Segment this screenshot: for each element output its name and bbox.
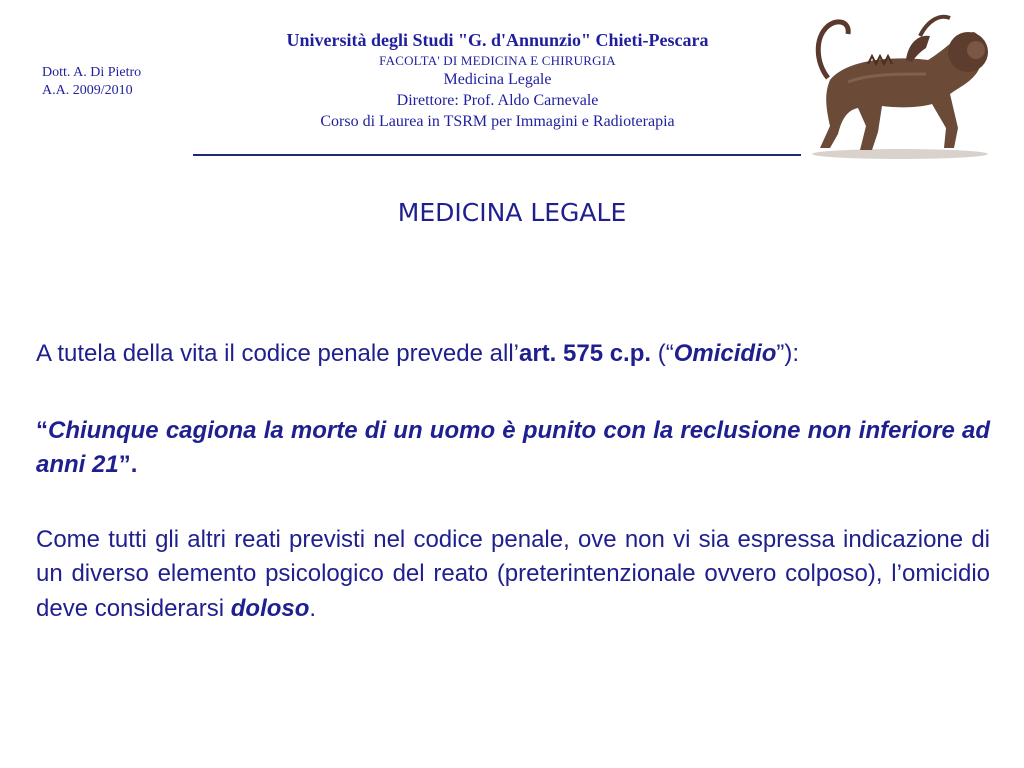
intro-close: ”): [776, 340, 800, 367]
quote-close: ”. [118, 451, 138, 478]
author-name: Dott. A. Di Pietro [42, 65, 142, 80]
intro-paragraph [36, 337, 990, 372]
chimera-bronze-statue-icon [808, 8, 990, 160]
intent-term: doloso [230, 594, 310, 622]
slide-body [36, 337, 990, 626]
law-quote [36, 414, 990, 483]
article-reference: art. 575 c.p. [518, 340, 652, 367]
intro-open-quote: (“ [651, 340, 674, 367]
explanation-end: . [309, 594, 317, 622]
crime-name: Omicidio [673, 340, 777, 367]
institution-header [195, 28, 800, 132]
paragraph-gap [36, 372, 990, 414]
course-name: Corso di Laurea in TSRM per Immagini e Radioterapia [320, 113, 675, 130]
director-name: Direttore: Prof. Aldo Carnevale [396, 92, 599, 109]
explanation-text: Come tutti gli altri reati previsti nel codice penale, ove non vi sia espressa indicazione di un diverso elemento psicologico del reato (preterintenzionale ovvero colposo), l’omicidio deve considerarsi [36, 525, 990, 622]
academic-year: A.A. 2009/2010 [42, 83, 133, 98]
faculty-name: FACOLTA' DI MEDICINA E CHIRURGIA [379, 53, 616, 68]
explanation-paragraph [36, 523, 990, 627]
quote-open: “ [36, 416, 48, 444]
header-divider [193, 154, 801, 156]
quote-text: Chiunque cagiona la morte di un uomo è punito con la reclusione non inferiore ad anni 21 [36, 416, 990, 478]
department-name: Medicina Legale [443, 71, 552, 88]
slide-title: MEDICINA LEGALE [397, 198, 627, 227]
author-block [42, 64, 141, 100]
paragraph-gap [36, 483, 990, 523]
university-name: Università degli Studi "G. d'Annunzio" Chieti-Pescara [286, 30, 709, 50]
intro-text: A tutela della vita il codice penale prevede all’ [36, 340, 519, 367]
